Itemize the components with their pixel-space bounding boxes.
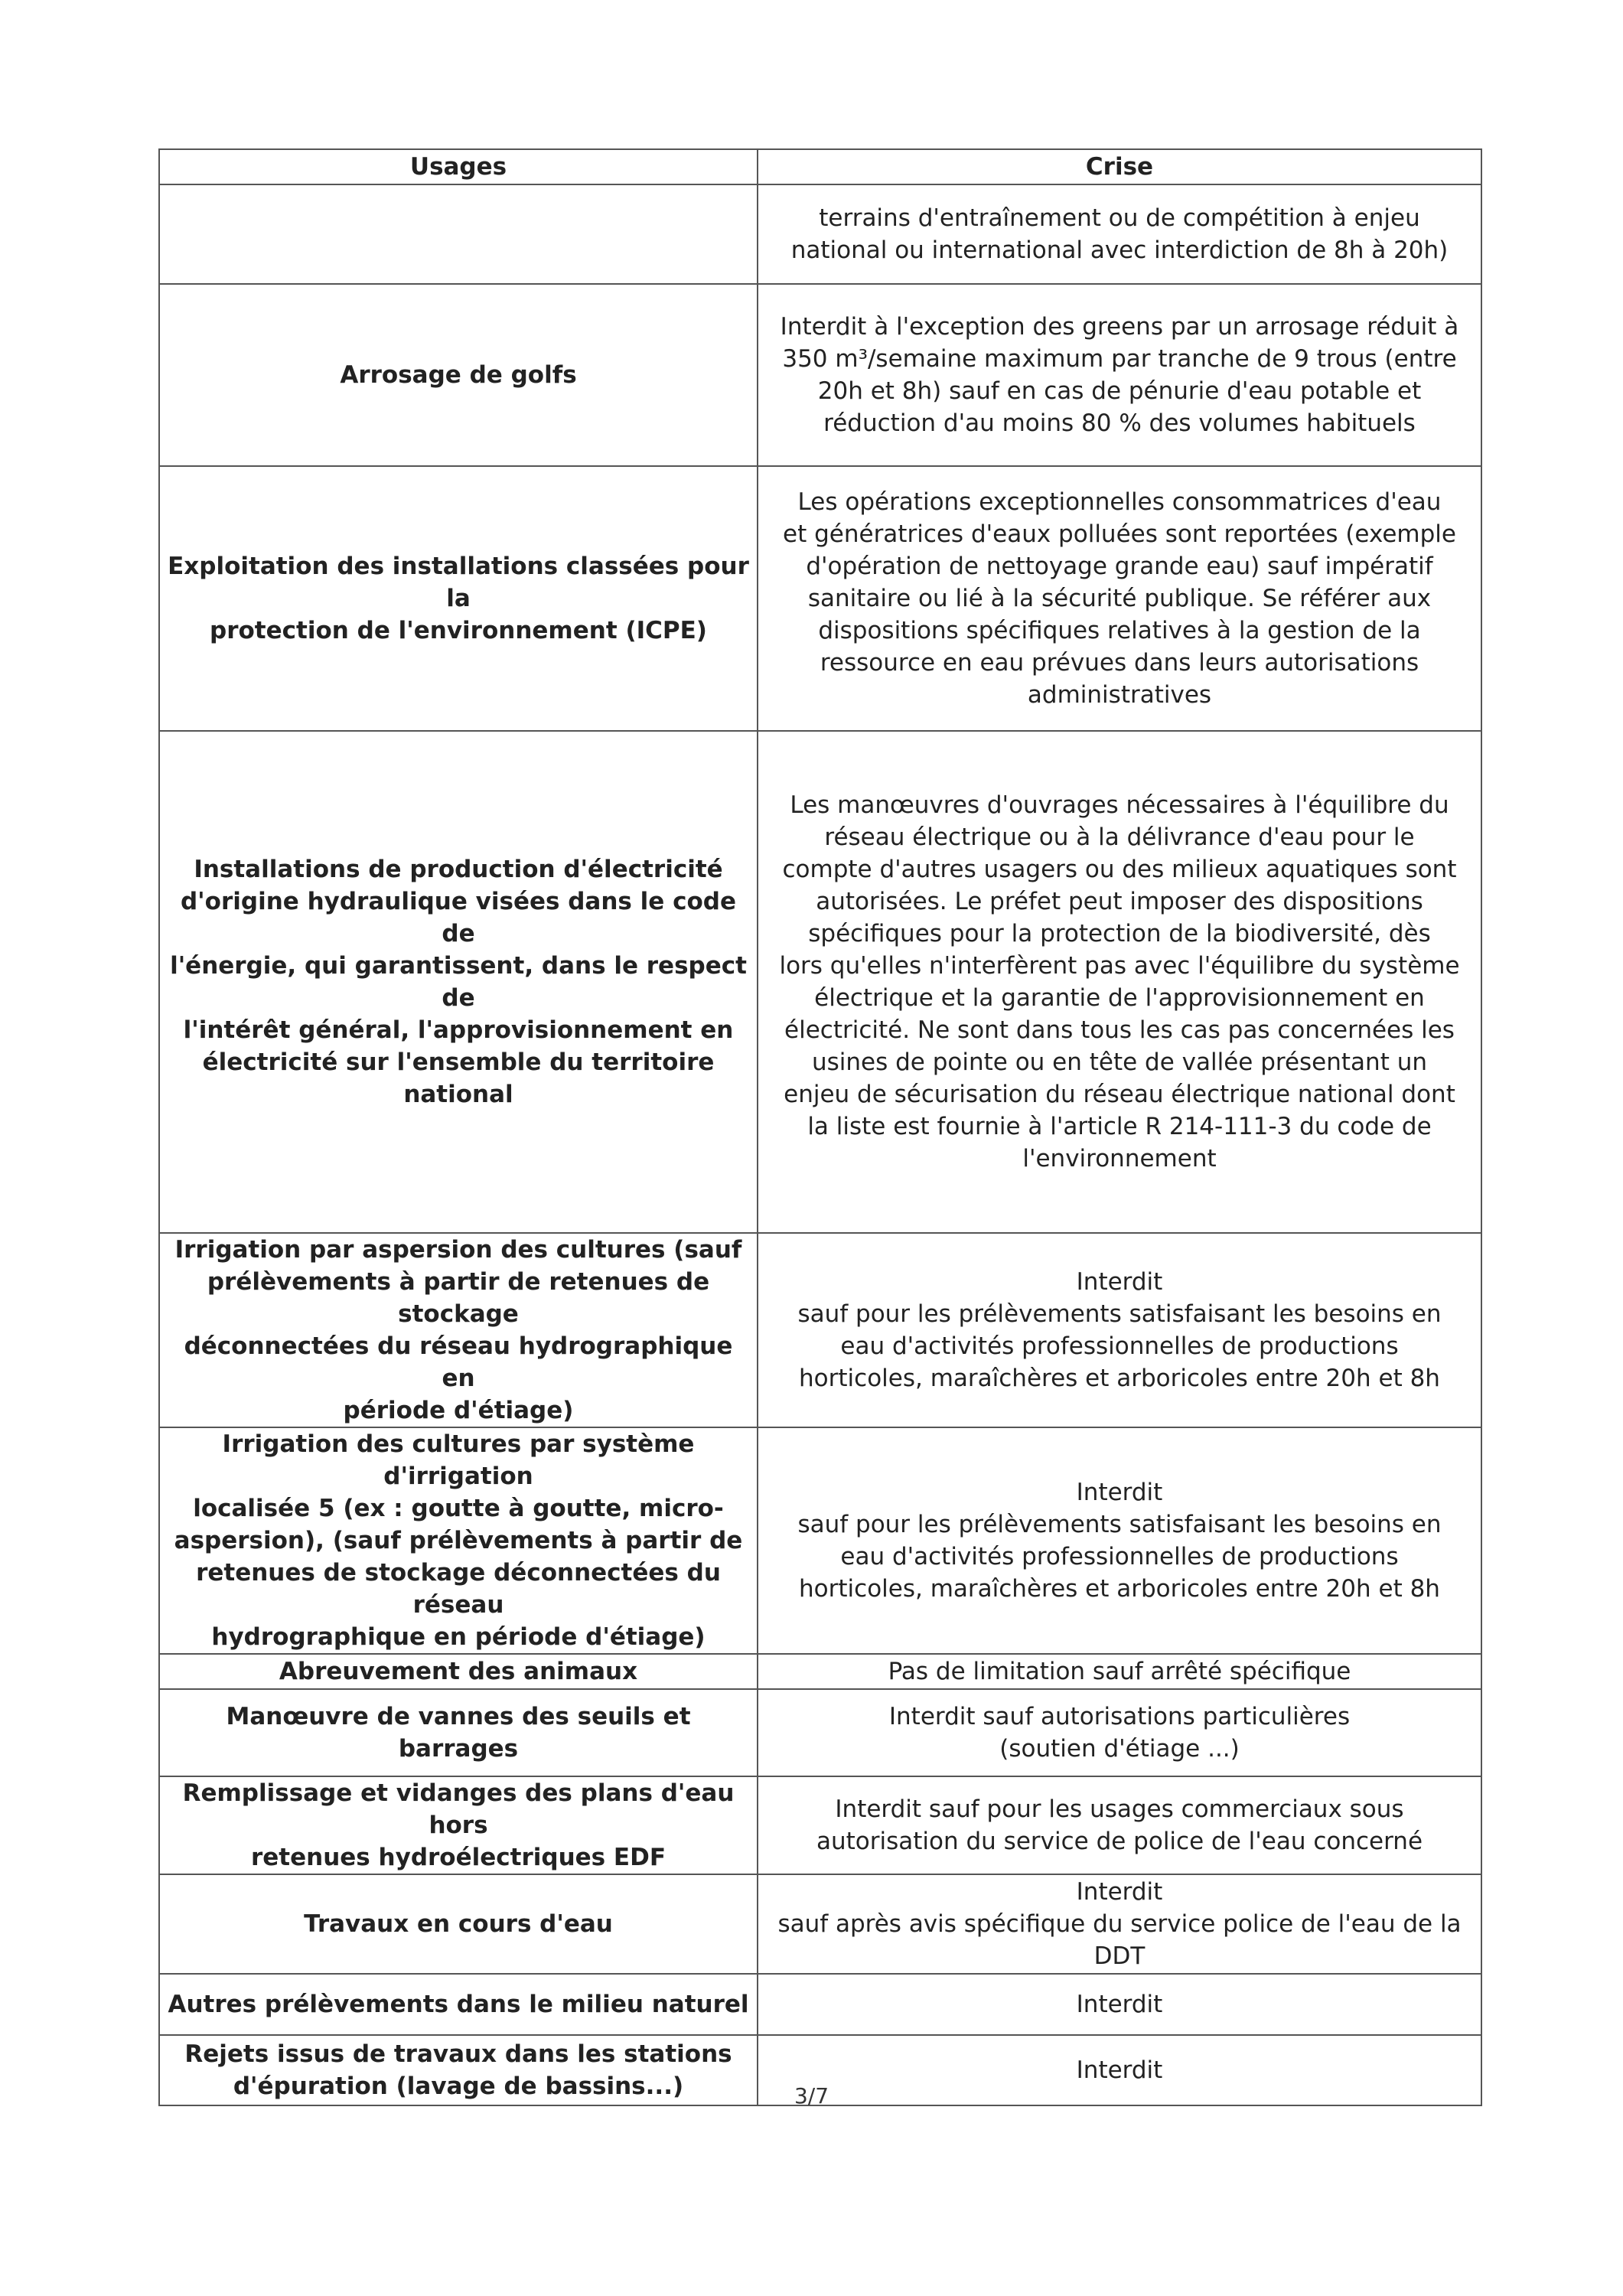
usage-cell [159, 1874, 758, 1974]
crise-text: Pas de limitation sauf arrêté spécifique [888, 1658, 1351, 1685]
crise-text: Interdit [1076, 2056, 1163, 2084]
crise-text: terrains d'entraînement ou de compétition à enjeu national ou international avec interdiction de 8h à 20h) [790, 204, 1449, 264]
table-row [159, 1233, 1481, 1427]
usage-text: Exploitation des installations classées pour la protection de l'environnement (ICPE) [168, 553, 749, 644]
table-header-row [159, 149, 1481, 184]
crise-cell [758, 731, 1481, 1233]
usage-cell [159, 466, 758, 731]
crise-cell [758, 1654, 1481, 1689]
crise-cell [758, 284, 1481, 466]
usage-cell [159, 284, 758, 466]
usage-text: Installations de production d'électricité d'origine hydraulique visées dans le code de l'énergie, qui garantissent, dans le respect de l'intérêt général, l'approvisionnement en électricité sur l'ensemble du territoire national [170, 856, 747, 1108]
crise-cell [758, 1427, 1481, 1654]
usage-cell [159, 1776, 758, 1874]
crise-text: Les opérations exceptionnelles consommatrices d'eau et génératrices d'eaux polluées sont reportées (exemple d'opération de nettoyage grande eau) sauf impératif sanitaire ou lié à la sécurité publique. Se référer aux dispositions spécifiques relatives à la gestion de la ressource en eau prévues dans leurs autorisations administratives [783, 488, 1456, 709]
usage-text: Abreuvement des animaux [279, 1658, 638, 1685]
usage-cell [159, 184, 758, 284]
usage-text: Irrigation par aspersion des cultures (sauf prélèvements à partir de retenues de stockage déconnectées du réseau hydrographique en période d'étiage) [174, 1236, 742, 1424]
table-row [159, 1874, 1481, 1974]
crise-text: Interdit [1076, 1991, 1163, 2018]
crise-text: Interdit sauf pour les prélèvements satisfaisant les besoins en eau d'activités professionnelles de productions horticoles, maraîchères et arboricoles entre 20h et 8h [797, 1268, 1442, 1392]
table-row [159, 184, 1481, 284]
crise-cell [758, 1776, 1481, 1874]
crise-text: Interdit sauf après avis spécifique du service police de l'eau de la DDT [777, 1878, 1462, 1970]
table-row [159, 731, 1481, 1233]
crise-text: Interdit sauf autorisations particulières (soutien d'étiage ...) [888, 1703, 1351, 1763]
usage-text: Rejets issus de travaux dans les stations d'épuration (lavage de bassins...) [184, 2040, 732, 2100]
usage-text: Manœuvre de vannes des seuils et barrages [226, 1703, 691, 1763]
crise-text: Interdit sauf pour les usages commerciaux sous autorisation du service de police de l'eau concerné [816, 1795, 1423, 1855]
crise-cell [758, 1689, 1481, 1776]
crise-text: Les manœuvres d'ouvrages nécessaires à l'équilibre du réseau électrique ou à la délivrance d'eau pour le compte d'autres usagers ou des milieux aquatiques sont autorisées. Le préfet peut imposer des dispositions spécifiques pour la protection de la biodiversité, dès lors qu'elles n'interfèrent pas avec l'équilibre du système électrique et la garantie de l'approvisionnement en électricité. Ne sont dans tous les cas pas concernées les usines de pointe ou en tête de vallée présentant un enjeu de sécurisation du réseau électrique national dont la liste est fournie à l'article R 214-111-3 du code de l'environnement [779, 791, 1460, 1172]
crise-cell [758, 1233, 1481, 1427]
crise-text: Interdit à l'exception des greens par un arrosage réduit à 350 m³/semaine maximum par tranche de 9 trous (entre 20h et 8h) sauf en cas de pénurie d'eau potable et réduction d'au moins 80 % des volumes habituels [780, 313, 1459, 437]
usage-text: Travaux en cours d'eau [304, 1910, 613, 1938]
table-row [159, 1689, 1481, 1776]
usage-cell [159, 1233, 758, 1427]
page-number: 3/7 [794, 2083, 829, 2108]
crise-cell [758, 1974, 1481, 2035]
table-row [159, 1654, 1481, 1689]
usage-text: Autres prélèvements dans le milieu naturel [168, 1991, 749, 2018]
usage-text: Remplissage et vidanges des plans d'eau hors retenues hydroélectriques EDF [182, 1779, 735, 1871]
crise-cell [758, 1874, 1481, 1974]
usage-text: Arrosage de golfs [340, 361, 577, 389]
crise-text: Interdit sauf pour les prélèvements satisfaisant les besoins en eau d'activités professionnelles de productions horticoles, maraîchères et arboricoles entre 20h et 8h [797, 1479, 1442, 1603]
table-row [159, 1427, 1481, 1654]
crise-cell [758, 466, 1481, 731]
usage-cell [159, 1427, 758, 1654]
table-row [159, 284, 1481, 466]
usage-restrictions-table [158, 148, 1482, 2106]
usage-cell [159, 1654, 758, 1689]
table-row [159, 1974, 1481, 2035]
header-usages: Usages [159, 149, 758, 184]
crise-cell [758, 184, 1481, 284]
usage-cell [159, 731, 758, 1233]
table-row [159, 1776, 1481, 1874]
usage-text: Irrigation des cultures par système d'irrigation localisée 5 (ex : goutte à goutte, micro- aspersion), (sauf prélèvements à partir de retenues de stockage déconnectées du réseau hydrographique en période d'étiage) [174, 1430, 743, 1651]
header-crise: Crise [758, 149, 1481, 184]
usage-cell [159, 1974, 758, 2035]
usage-cell [159, 1689, 758, 1776]
table-row [159, 466, 1481, 731]
